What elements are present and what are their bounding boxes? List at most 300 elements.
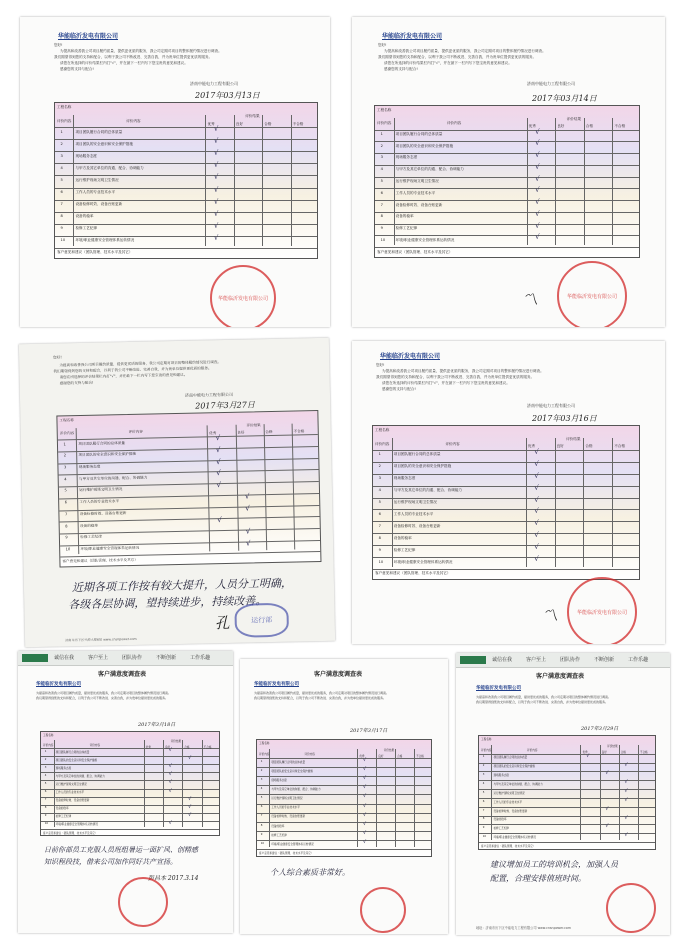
table-row-line [55,139,317,140]
company-seal [360,887,406,933]
check-mark: √ [605,770,609,777]
row-item: 与甲方及其它单位的沟通、配合、协调能力 [75,165,144,170]
signature: 〽 [542,606,559,625]
row-number: 3 [63,465,67,470]
company-logo [22,654,48,662]
evaluation-table [372,425,640,580]
check-mark: √ [362,802,367,809]
table-col-line [144,740,145,827]
row-number: 10 [65,547,71,552]
table-col-line [414,749,415,847]
check-mark: √ [362,820,367,827]
nav-1: 诚信在我 [54,655,75,661]
check-mark: √ [244,492,250,501]
row-number: 2 [380,143,383,148]
handwritten-feedback-line-1: 日前你部员工克服人员班组暑运一面扩风、创精感 [44,846,198,854]
result-column-2: 良好 [164,745,171,749]
table-row-line [55,236,317,237]
eval-header: 评价内容 [126,118,141,123]
row-number: 1 [63,442,66,447]
table-col-line [262,115,263,246]
table-row-line [375,153,639,154]
row-item: 设备检修时效、设备台账更新 [79,510,127,516]
nav-5: 工作乐趣 [190,655,211,661]
signature: 孔 [214,613,230,633]
check-mark: √ [586,752,590,759]
company-header: 华能临沂发电有限公司 [254,682,299,687]
check-mark: √ [624,788,628,795]
row-item: 检修工艺纪律 [80,534,102,540]
check-mark: √ [534,531,539,540]
row-item: 设备检修时效、设备台账更新 [493,809,528,813]
check-mark: √ [188,755,192,762]
result-column-2: 良好 [601,750,607,754]
row-number: 2 [60,141,63,146]
handwritten-feedback-line-1: 建议增加员工的培训机会，加强人员 [490,860,618,869]
table-row-line [60,516,320,525]
check-mark: √ [605,805,609,812]
eval-label: 评价内容 [377,121,392,126]
row-number: 1 [380,131,383,136]
row-number: 4 [380,167,383,172]
check-mark: √ [245,539,251,548]
row-item: 项目团队的安全意识和安全保护措施 [393,464,452,469]
table-col-line [205,115,206,246]
row-number: 1 [482,755,485,759]
intro-line-4: 感谢您的支持与配合! [60,67,94,71]
check-mark: √ [168,819,172,826]
table-col-line [163,740,164,827]
check-mark: √ [362,838,367,845]
row-number: 3 [378,476,381,481]
table-row-line [373,509,639,510]
intro-line-1: 为提高和改善我公司项目履约质量，提供更优质的服务，我公司定期对项目的整体履约情况进行调查。 [382,369,544,373]
greeting: 您好! [53,355,62,360]
table-col-line [202,740,203,827]
row-item: 现场服务态度 [271,779,287,783]
survey-title: 客户满意度调查表 [536,673,585,680]
table-row-line [375,177,639,178]
row-item: 设备的稳率 [395,214,414,219]
result-column-1: 优秀 [359,755,365,759]
eval-header: 评价内容 [128,429,143,435]
result-column-3: 合格 [184,745,190,749]
table-row-line [59,469,319,475]
table-row-line [55,212,317,213]
check-mark: √ [535,233,540,242]
row-number: 9 [60,226,63,231]
row-item: 项目团队履行合同的总体质量 [393,452,441,457]
feedback-label: 客户意见和建议（团队管理、技术水平及其它） [375,571,451,576]
check-mark: √ [624,761,628,768]
row-item: 运行维护现场文明卫生情况 [55,783,87,787]
check-mark: √ [534,507,539,516]
nav-1: 诚信在我 [492,657,513,663]
row-number: 5 [60,177,63,182]
check-mark: √ [217,516,222,525]
row-number: 6 [380,190,383,195]
result-column-1: 优秀 [527,444,535,449]
row-item: 现场服务态度 [75,153,98,158]
letterhead-bar [456,653,670,668]
intro-line-2: 我们期望得到您的支持和配合，以利于我公司不断改进、完善自我，并为贵单位提供更优质的服务。 [54,55,213,59]
row-number: 8 [65,523,68,528]
row-item: 项目团队履行合同的总体质量 [55,750,90,754]
table-col-line [394,118,395,245]
table-col-line [54,740,55,827]
row-item: 环境/职业健康安全管理体系运转情况 [395,237,455,242]
table-row-line [375,235,639,236]
check-mark: √ [213,221,219,230]
row-number: 3 [260,778,263,782]
intro-line-1: 为提高和改善我公司项目履约质量，提供更优质的服务，我公司定期对项目的整体履约情况进行调查。 [60,49,222,53]
row-item: 设备的稳率 [75,214,94,219]
result-column-1: 优秀 [145,745,151,749]
row-number: 9 [65,535,68,540]
check-mark: √ [213,233,219,242]
survey-sheet-3 [19,338,335,647]
table-col-line [392,438,393,567]
table-col-line [612,118,613,245]
eval-label: 评价内容 [375,441,390,446]
row-item: 项目团队的安全意识和安全保护措施 [78,452,137,458]
result-column-1: 优秀 [582,750,588,754]
table-col-line [357,749,358,847]
feedback-label: 客户意见和建议（团队管理、技术水平及其它） [57,250,133,255]
check-mark: √ [624,796,628,803]
evaluation-table [478,735,656,850]
result-column-4: 不合格 [614,124,626,129]
row-item: 项目团队的安全意识和安全保护措施 [395,143,454,148]
result-column-3: 合格 [397,755,403,759]
table-row-line [373,557,639,558]
table-row-line [55,127,317,128]
result-column-2: 良好 [235,121,244,126]
project-label: 工程名称 [481,738,492,742]
project-label: 工程名称 [375,427,390,432]
row-item: 项目团队的安全意识和安全保护措施 [271,770,313,774]
row-item: 检修工艺纪律 [75,226,98,231]
feedback-label: 客户意见和建议（团队管理、技术水平及其它） [259,851,314,855]
table-col-line [234,115,235,246]
company-seal: 华能临沂发电有限公司 [567,577,637,644]
row-number: 7 [260,814,263,818]
check-mark: √ [245,527,251,536]
row-item: 环境/职业健康安全管理体系运转情况 [75,238,135,243]
survey-date: 2017年03月16日 [532,414,597,423]
result-column-4: 不合格 [639,750,648,754]
row-number: 7 [482,808,485,812]
check-mark: √ [535,151,540,160]
company-logo [460,656,486,664]
row-number: 8 [482,817,485,821]
project-label: 工程名称 [57,104,72,109]
result-column-2: 良好 [556,444,564,449]
company-seal [118,877,168,927]
intro-line-3: 请您在所选择的评价结果栏内打"√"，并在最下一栏内写下您宝贵的意见和建议。 [384,61,512,65]
greeting: 您好! [376,363,385,367]
check-mark: √ [213,149,219,158]
table-col-line [376,749,377,847]
table-row-line [55,151,317,152]
table-row-line [373,474,639,475]
row-number: 2 [44,757,47,761]
nav-4: 不断创新 [156,655,177,661]
row-number: 6 [44,790,47,794]
row-item: 项目团队的安全意识和安全保护措施 [55,758,98,762]
table-row-line [375,212,639,213]
row-item: 运行维护现场文明卫生情况 [75,177,119,182]
table-col-line [583,438,584,567]
result-column-3: 合格 [265,430,273,435]
project-label: 工程名称 [59,417,74,423]
company-header: 华能临沂发电有限公司 [476,686,521,691]
eval-label: 评价内容 [259,752,270,756]
nav-3: 团队协作 [122,655,143,661]
row-item: 环境/职业健康安全管理体系运转情况 [493,836,536,840]
handwritten-feedback-line-2: 配置，合理安排值班时间。 [490,874,586,883]
row-number: 4 [260,787,263,791]
department-seal: 运行部 [234,603,289,638]
row-item: 工作人员的专业技术水平 [79,499,120,505]
row-item: 设备的稳率 [55,807,69,811]
eval-header: 评价内容 [446,121,462,126]
row-item: 与甲方及其它单位的沟通、配合、协调能力 [271,788,321,792]
row-item: 与甲方及其它单位的沟通、配合、协调能力 [393,488,463,492]
row-item: 环境/职业健康安全管理体系运转情况 [80,545,140,551]
check-mark: √ [245,504,250,513]
row-item: 项目团队履行合同的总体质量 [75,129,123,134]
row-number: 1 [378,452,381,457]
row-item: 设备的稳率 [393,535,412,540]
check-mark: √ [213,125,219,134]
row-item: 项目团队的安全意识和安全保护措施 [493,765,535,769]
row-item: 环境/职业健康安全管理体系运转情况 [271,842,314,846]
engineer-company: 济南中能电力工程有限公司 [184,391,234,398]
row-item: 与甲方及其它单位的沟通、配合、协调能力 [78,475,148,481]
nav-5: 工作乐趣 [628,657,649,663]
table-row-line [375,224,639,225]
row-item: 运行维护现场文明卫生情况 [493,791,525,795]
survey-title: 客户满意度调查表 [314,671,363,678]
check-mark: √ [362,793,367,800]
row-number: 8 [60,214,63,219]
survey-date: 2017年3月17日 [350,728,388,734]
company-header: 华能临沂发电有限公司 [382,33,443,40]
row-item: 设备的稳率 [79,523,99,528]
table-col-line [269,749,270,847]
table-row-line [59,493,319,499]
row-item: 设备检修时效、设备台账更新 [75,202,123,207]
intro-line-2: 我们期望得到您的支持和配合，以利于我公司不断改进、完善自我，并为贵单位提供更优质的服务。 [476,700,609,704]
nav-2: 客户至上 [526,657,547,663]
intro-line-3: 请您在所选择的评价结果栏内打"√"，并在最下一栏内写下您宝贵的意见和建议。 [60,61,188,65]
check-mark: √ [535,162,540,171]
row-number: 8 [44,806,47,810]
check-mark: √ [534,519,539,528]
row-number: 7 [378,523,381,528]
check-mark: √ [168,779,172,786]
check-mark: √ [362,775,367,782]
row-item: 检修工艺纪律 [395,226,418,231]
intro-line-4: 感谢您的支持与配合! [382,387,416,391]
check-mark: √ [535,139,540,148]
row-number: 9 [380,226,383,231]
table-row-line [375,130,639,131]
row-item: 现场服务态度 [55,766,72,770]
row-item: 检修工艺纪律 [55,815,72,819]
evaluation-table [56,410,321,567]
table-col-line [73,115,74,246]
feedback-label: 客户意见和建议（团队管理、技术水平及其它） [62,557,138,564]
row-number: 4 [64,477,67,482]
row-item: 检修工艺纪律 [271,833,287,837]
row-item: 与甲方及其它单位的沟通、配合、协调能力 [395,167,464,172]
row-number: 9 [482,826,485,830]
row-item: 项目团队履行合同的总体质量 [493,756,528,760]
intro-line-2: 我们期望得到您的支持和配合，以利于我公司不断改进、完善自我，并为贵单位提供更优质的服务。 [53,366,212,374]
engineer-company: 济南中能电力工程有限公司 [527,81,575,86]
check-mark: √ [213,197,219,206]
table-row-line [375,141,639,142]
result-column-2: 良好 [557,124,565,129]
check-mark: √ [624,814,628,821]
row-item: 环境/职业健康安全管理体系运转情况 [393,559,453,564]
eval-header: 评价内容 [304,752,315,756]
letterhead-bar [18,651,233,666]
table-col-line [491,745,492,840]
result-label: 评价结果 [383,749,395,753]
greeting: 您好! [54,43,63,47]
check-mark: √ [168,787,172,794]
row-number: 6 [64,500,68,505]
row-number: 1 [44,749,47,753]
table-row-line [55,248,317,249]
check-mark: √ [215,446,221,455]
row-number: 7 [44,798,47,802]
handwritten-feedback: 个人综合素质非常好。 [270,868,350,877]
check-mark: √ [216,481,222,490]
table-row-line [55,200,317,201]
project-label: 工程名称 [259,742,270,746]
result-column-2: 良好 [237,430,245,435]
result-label: 评价结果 [566,116,582,121]
row-number: 10 [380,237,386,242]
company-seal: 华能临沂发电有限公司 [557,261,627,327]
result-column-1: 优秀 [209,431,217,436]
survey-title: 客户满意度调查表 [98,671,147,678]
result-label: 评价结果 [607,744,618,748]
nav-2: 客户至上 [88,655,109,661]
check-mark: √ [188,803,192,810]
table-col-line [600,745,601,840]
row-number: 4 [378,488,381,492]
row-item: 工作人员的专业技术水平 [75,189,115,194]
check-mark: √ [534,459,539,468]
row-item: 检修工艺纪律 [493,827,510,831]
table-row-line [59,505,319,511]
signature: 〽 [522,290,539,309]
row-item: 工作人员的专业技术水平 [271,806,300,810]
row-number: 7 [64,512,68,517]
intro-line-1: 为提高和改善我公司项目履约质量，提供更优质的服务，我公司定期对项目的整体履约情况进行调查。 [254,691,390,695]
row-number: 4 [60,165,63,170]
check-mark: √ [534,495,539,504]
result-column-3: 合格 [264,121,272,126]
company-seal [606,883,656,933]
handwritten-feedback-line-1: 近期各项工作按有较大提升，人员分工明确， [71,576,293,595]
row-number: 9 [44,814,47,818]
table-row-line [60,528,320,534]
row-item: 项目团队履行合同的总体质量 [78,440,126,446]
row-item: 现场服务态度 [395,155,418,160]
row-number: 9 [260,832,263,836]
row-number: 5 [378,499,381,504]
evaluation-table [374,105,640,258]
survey-date: 2017年03月13日 [195,91,260,100]
row-number: 8 [380,214,383,219]
table-row-line [373,545,639,546]
survey-sheet-6 [240,659,448,934]
result-label: 评价结果 [170,740,182,744]
eval-label: 评价内容 [57,118,72,123]
table-col-line [555,438,556,567]
row-number: 2 [260,769,263,773]
check-mark: √ [216,457,221,466]
check-mark: √ [534,447,539,456]
engineer-company: 济南中能电力工程有限公司 [527,403,575,408]
row-number: 7 [380,202,383,207]
handwritten-feedback-line-2: 知识程段技，借来公司加作同好共产宣扬。 [44,858,177,866]
table-col-line [235,424,239,551]
company-seal: 华能临沂发电有限公司 [210,265,276,327]
check-mark: √ [188,795,192,802]
survey-sheet-2 [352,17,665,327]
intro-line-3: 请您在所选择的评价结果栏内打"√"，并在最下一栏内写下您宝贵的意见和建议。 [59,372,188,380]
row-item: 环境/职业健康安全管理体系运转情况 [55,823,98,827]
result-column-4: 不合格 [416,755,424,759]
intro-line-1: 为提高和改善我公司项目履约质量，提供更优质的服务，我公司定期对项目的整体履约情况进行调查。 [476,695,612,699]
check-mark: √ [362,784,367,791]
row-number: 6 [378,511,381,516]
table-col-line [182,740,183,827]
table-col-line [638,745,639,840]
row-item: 工作人员的专业技术水平 [493,800,522,804]
row-number: 10 [260,841,264,845]
row-number: 9 [378,547,381,552]
check-mark: √ [216,469,221,478]
result-column-4: 不合格 [614,444,625,449]
table-row-line [373,521,639,522]
check-mark: √ [215,434,221,443]
row-number: 6 [260,805,263,809]
intro-line-2: 我们期望得到您的支持和配合，以利于我公司不断改进、完善自我，并为贵单位提供更优质的服务。 [378,55,537,59]
row-item: 运行维护现场文明卫生情况 [79,487,123,493]
row-item: 工作人员的专业技术水平 [393,511,434,516]
intro-line-1: 为提高和改善我公司项目履约质量，提供更优质的服务，我公司定期对项目的整体履约情况进行调查。 [384,49,546,53]
intro-line-4: 感谢您的支持与配合! [59,380,94,386]
feedback-label: 客户意见和建议（团队管理、技术水平及其它） [377,249,453,254]
row-number: 1 [60,129,63,134]
intro-line-1: 为提高和改善我公司项目履约质量，提供更优质的服务，我公司定期对项目的整体履约情况进行调查。 [36,691,172,695]
row-item: 工作人员的专业技术水平 [55,791,85,795]
result-column-4: 不合格 [292,121,304,126]
eval-label: 评价内容 [43,743,54,747]
survey-sheet-4 [352,341,665,644]
check-mark: √ [534,471,539,480]
row-number: 3 [44,765,47,769]
table-col-line [555,118,556,245]
